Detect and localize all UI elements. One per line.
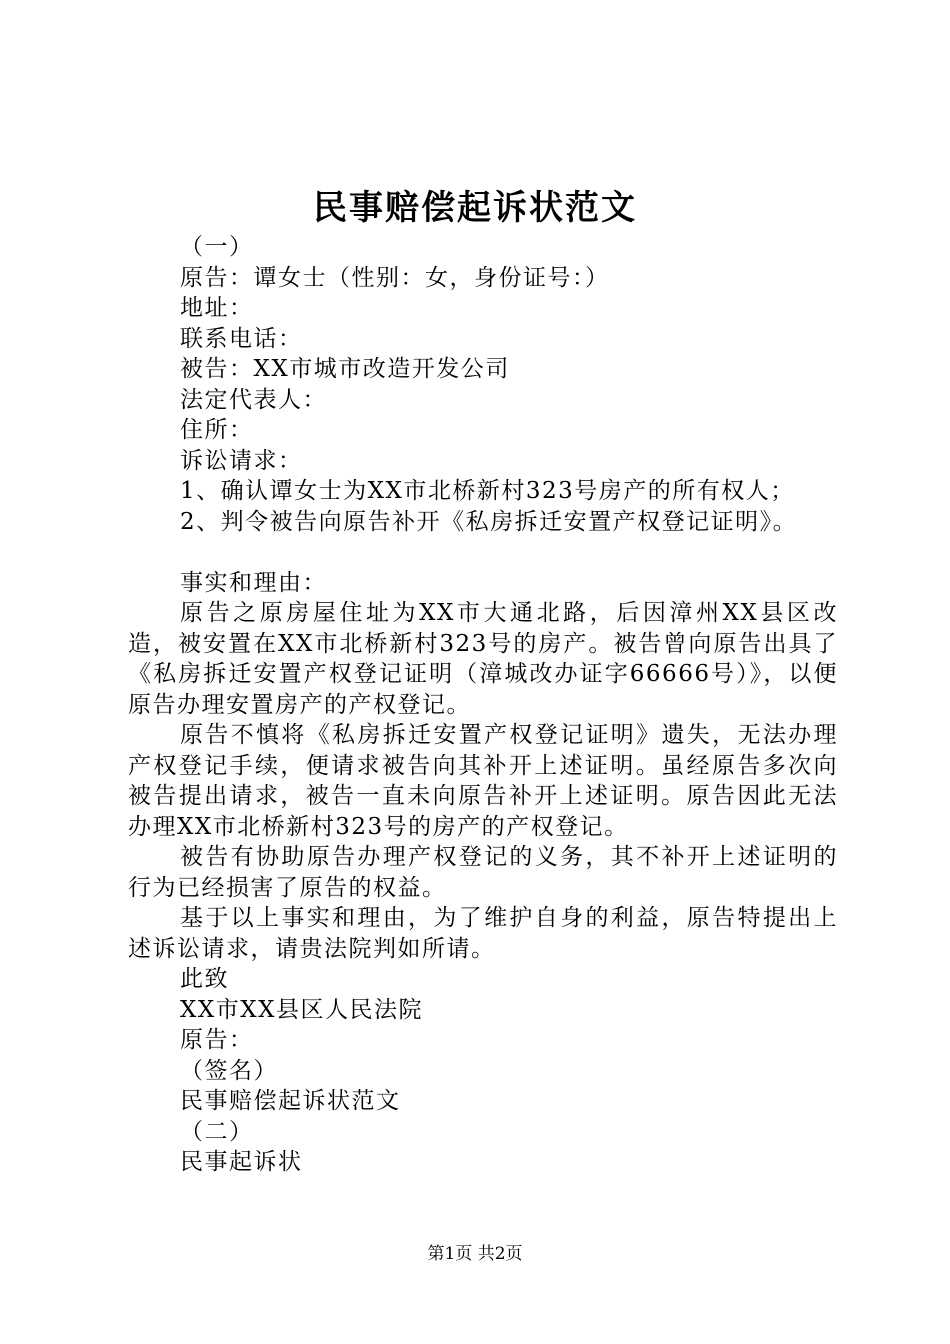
facts-paragraph-2: 原告不慎将《私房拆迁安置产权登记证明》遗失，无法办理产权登记手续，便请求被告向其补开上述证明。虽经原告多次向被告提出请求，被告一直未向原告补开上述证明。原告因此无法办理XX市北桥新村323号的房产的产权登记。 [128,722,838,840]
phone-line: 联系电话： [180,325,303,352]
facts-paragraph-3: 被告有协助原告办理产权登记的义务，其不补开上述证明的行为已经损害了原告的权益。 [128,844,838,901]
facts-heading: 事实和理由： [180,569,327,596]
claim-item-2: 2、判令被告向原告补开《私房拆迁安置产权登记证明》。 [180,508,798,535]
address-line: 地址： [180,295,254,321]
facts-paragraph-1: 原告之原房屋住址为XX市大通北路，后因漳州XX县区改造，被安置在XX市北桥新村323号的房产。被告曾向原告出具了《私房拆迁安置产权登记证明（漳城改办证字66666号）》，以便原告办理安置房产的产权登记。 [128,600,838,718]
blank-line [128,537,838,568]
defendant-line: 被告：XX市城市改造开发公司 [180,356,510,382]
document-body [128,232,838,1178]
signature-label: 原告： [180,1027,254,1053]
plaintiff-line: 原告：谭女士（性别：女，身份证号：） [180,264,610,291]
section-label: （一） [180,234,254,260]
court-name: XX市XX县区人民法院 [180,996,423,1023]
closing-salutation: 此致 [180,966,229,992]
claims-heading: 诉讼请求： [180,447,303,474]
page-number-footer: 第1页 共2页 [427,1244,523,1264]
claim-item-1: 1、确认谭女士为XX市北桥新村323号房产的所有权人； [180,478,795,504]
second-sample-title: 民事赔偿起诉状范文 [180,1088,401,1114]
facts-paragraph-4: 基于以上事实和理由，为了维护自身的利益，原告特提出上述诉讼请求，请贵法院判如所请。 [128,905,838,962]
second-section-label: （二） [180,1118,254,1145]
second-sample-heading: 民事起诉状 [180,1149,303,1175]
legal-representative-line: 法定代表人： [180,386,327,413]
signature-placeholder: （签名） [180,1057,278,1084]
residence-line: 住所： [180,417,254,443]
document-title: 民事赔偿起诉状范文 [313,188,637,228]
